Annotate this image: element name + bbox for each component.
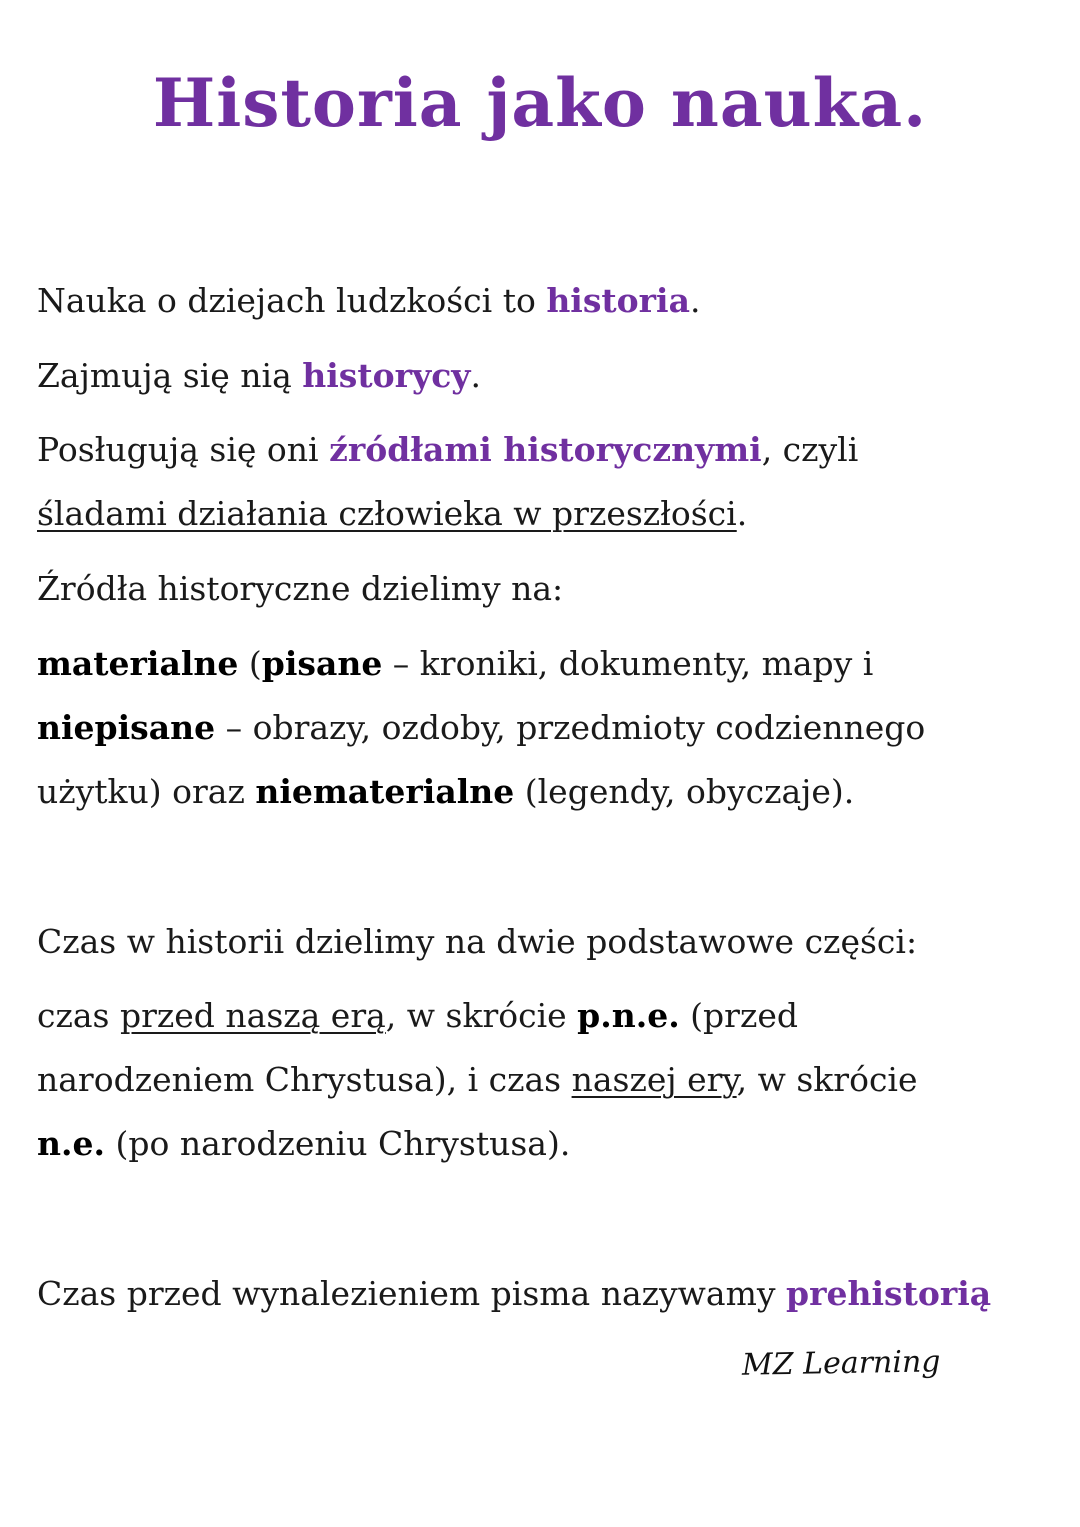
underlined-bc: przed naszą erą	[119, 996, 386, 1035]
keyword-historycy: historycy	[302, 356, 471, 395]
keyword-prehistoria: prehistorią	[786, 1274, 992, 1313]
paragraph-line-material: materialne (pisane – kroniki, dokumenty, mapy i	[37, 644, 874, 683]
paragraph-line-history: Nauka o dziejach ludzkości to historia.	[37, 281, 701, 320]
paragraph-line-historians: Zajmują się nią historycy.	[37, 356, 481, 395]
paragraph-line-division: Źródła historyczne dzielimy na:	[37, 569, 564, 608]
paragraph-line-ne: n.e. (po narodzeniu Chrystusa).	[37, 1124, 571, 1163]
paragraph-line-sources: Posługują się oni źródłami historycznymi, czyli	[37, 430, 859, 469]
paragraph-line-bc: czas przed naszą erą, w skrócie p.n.e. (przed	[37, 996, 798, 1035]
keyword-niepisane: niepisane	[37, 708, 216, 747]
author-signature: MZ Learning	[741, 1344, 941, 1383]
keyword-pne: p.n.e.	[577, 996, 680, 1035]
keyword-historia: historia	[546, 281, 690, 320]
paragraph-line-unwritten: niepisane – obrazy, ozdoby, przedmioty codziennego	[37, 708, 926, 747]
paragraph-line-sources-definition: śladami działania człowieka w przeszłości.	[37, 494, 748, 533]
keyword-materialne: materialne	[37, 644, 239, 683]
keyword-pisane: pisane	[261, 644, 383, 683]
keyword-zrodla: źródłami historycznymi	[329, 430, 762, 469]
paragraph-line-immaterial: użytku) oraz niematerialne (legendy, obyczaje).	[37, 772, 855, 811]
keyword-niematerialne: niematerialne	[255, 772, 515, 811]
page-title: Historia jako nauka.	[152, 64, 928, 142]
underlined-definition: śladami działania człowieka w przeszłości	[37, 494, 737, 533]
paragraph-line-prehistory: Czas przed wynalezieniem pisma nazywamy prehistorią	[37, 1274, 992, 1313]
keyword-ne: n.e.	[37, 1124, 105, 1163]
paragraph-line-ad: narodzeniem Chrystusa), i czas naszej ery, w skrócie	[37, 1060, 918, 1099]
paragraph-line-time: Czas w historii dzielimy na dwie podstawowe części:	[37, 922, 918, 961]
underlined-ad: naszej ery	[571, 1060, 737, 1099]
